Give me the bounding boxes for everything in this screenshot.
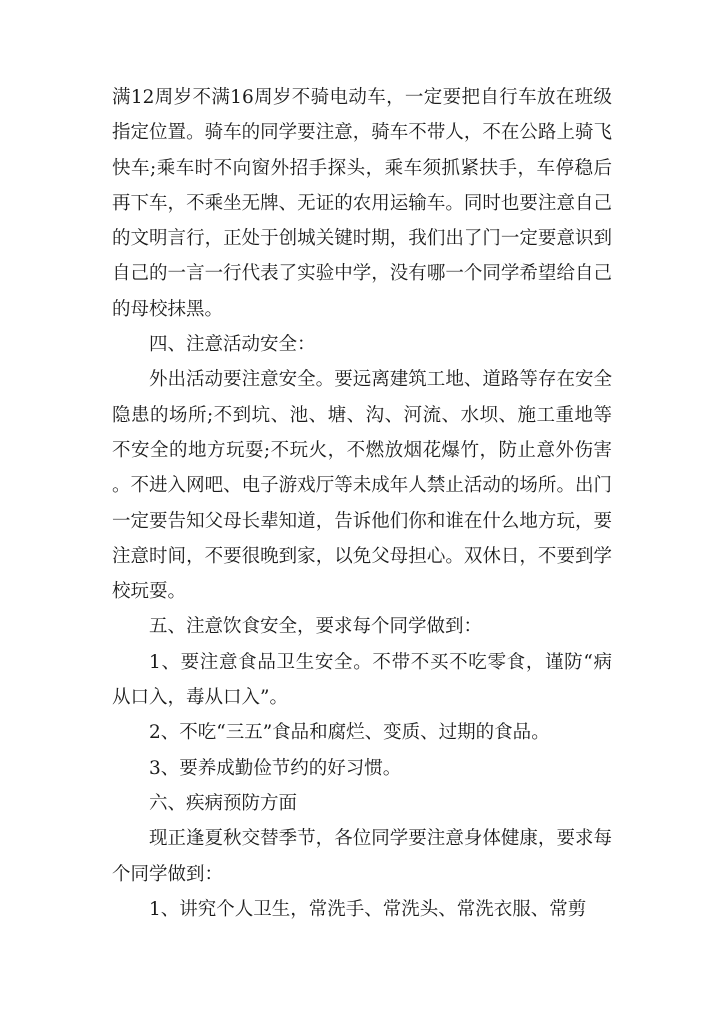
list-item-food-3: 3、要养成勤俭节约的好习惯。	[149, 757, 402, 779]
section-heading-4: 四、注意活动安全：	[149, 334, 316, 356]
paragraph-1: 满12周岁不满16周岁不骑电动车，一定要把自行车放在班级指定位置。骑车的同学要注意，骑车不带人，不在公路上骑飞快车;乘车时不向窗外招手探头，乘车须抓紧扶手，车停稳后再下车，不乘坐无牌、无证的农用运输车。同时也要注意自己的文明言行，正处于创城关键时期，我们出了门一定要意识到自己的一言一行代表了实验中学，没有哪一个同学希望给自己的母校抹黑。	[112, 87, 612, 320]
section-heading-5: 五、注意饮食安全，要求每个同学做到：	[149, 616, 483, 638]
document-body	[112, 80, 612, 927]
paragraph-2: 外出活动要注意安全。要远离建筑工地、道路等存在安全隐患的场所;不到坑、池、塘、沟、河流、水坝、施工重地等不安全的地方玩耍;不玩火，不燃放烟花爆竹，防止意外伤害。不进入网吧、电子游戏厅等未成年人禁止活动的场所。出门一定要告知父母长辈知道，告诉他们你和谁在什么地方玩，要注意时间，不要很晚到家，以免父母担心。双休日，不要到学校玩耍。	[112, 369, 612, 603]
list-item-food-1: 1、要注意食品卫生安全。不带不买不吃零食，谨防“病从口入，毒从口入”。	[112, 651, 612, 709]
list-item-health-1: 1、讲究个人卫生，常洗手、常洗头、常洗衣服、常剪	[149, 898, 587, 920]
section-heading-6: 六、疾病预防方面	[149, 792, 298, 814]
list-item-food-2: 2、不吃“三五”食品和腐烂、变质、过期的食品。	[149, 722, 550, 744]
paragraph-3: 现正逢夏秋交替季节，各位同学要注意身体健康，要求每个同学做到：	[112, 828, 612, 885]
